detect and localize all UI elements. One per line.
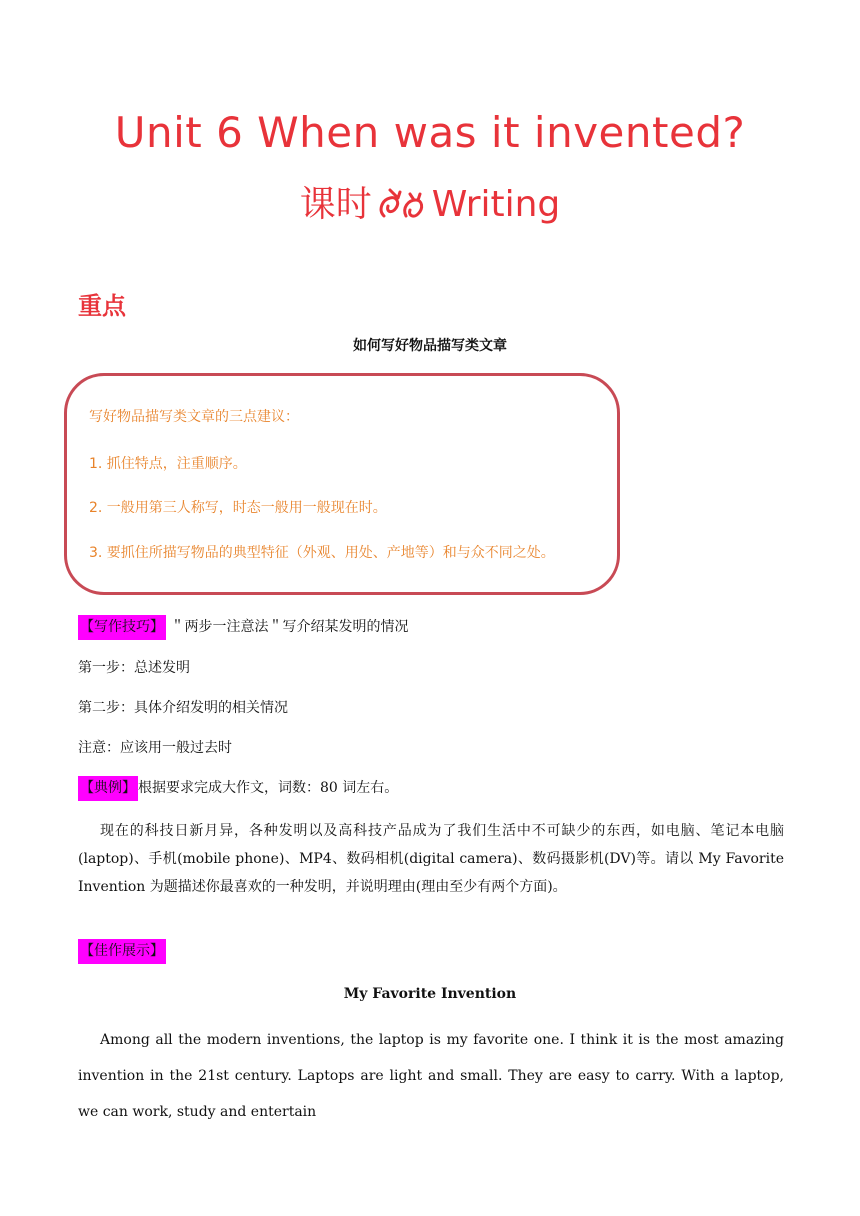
writing-tips-label: 【写作技巧】 — [78, 615, 166, 640]
banner-title: Unit 6 When was it invented? — [114, 108, 746, 157]
tip-item-1: 1. 抓住特点，注重顺序。 — [89, 456, 247, 472]
tip-item-3: 3. 要抓住所描写物品的典型特征（外观、用处、产地等）和与众不同之处。 — [89, 545, 555, 561]
tense-note: 注意：应该用一般过去时 — [78, 740, 232, 756]
writing-tips-line — [78, 620, 408, 634]
showcase-label: 【佳作展示】 — [78, 939, 166, 964]
writing-tips-text: ＂两步一注意法＂写介绍某发明的情况 — [170, 619, 409, 635]
example-prompt: 现在的科技日新月异，各种发明以及高科技产品成为了我们生活中不可缺少的东西，如电脑、笔记本电脑(laptop)、手机(mobile phone)、MP4、数码相机(digital camera)、数码摄影机(DV)等。请以 My Favorite Invention 为题描述你最喜欢的一种发明，并说明理由(理由至少有两个方面)。 — [78, 823, 784, 895]
example-text: 根据要求完成大作文，词数：80 词左右。 — [138, 780, 399, 796]
section-heading: 重点 — [78, 292, 126, 320]
step-two: 第二步：具体介绍发明的相关情况 — [78, 700, 288, 716]
banner-subtitle — [0, 186, 860, 223]
tip-item-2: 2. 一般用第三人称写，时态一般用一般现在时。 — [89, 500, 387, 516]
writing-label: Writing — [431, 184, 561, 225]
example-label: 【典例】 — [78, 776, 138, 801]
step-one: 第一步：总述发明 — [78, 660, 190, 676]
center-title: 如何写好物品描写类文章 — [353, 338, 507, 354]
showcase-line — [78, 944, 166, 958]
tips-intro: 写好物品描写类文章的三点建议： — [89, 409, 299, 425]
number-four-icon — [376, 186, 428, 220]
essay-body: Among all the modern inventions, the laptop is my favorite one. I think it is the most amazing invention in the 21st century. Laptops are light and small. They are easy to carry. With a laptop, we can work, study and entertain — [78, 1032, 784, 1120]
essay-title: My Favorite Invention — [343, 986, 517, 1002]
lesson-label: 课时 — [299, 184, 372, 225]
example-line — [78, 781, 398, 795]
